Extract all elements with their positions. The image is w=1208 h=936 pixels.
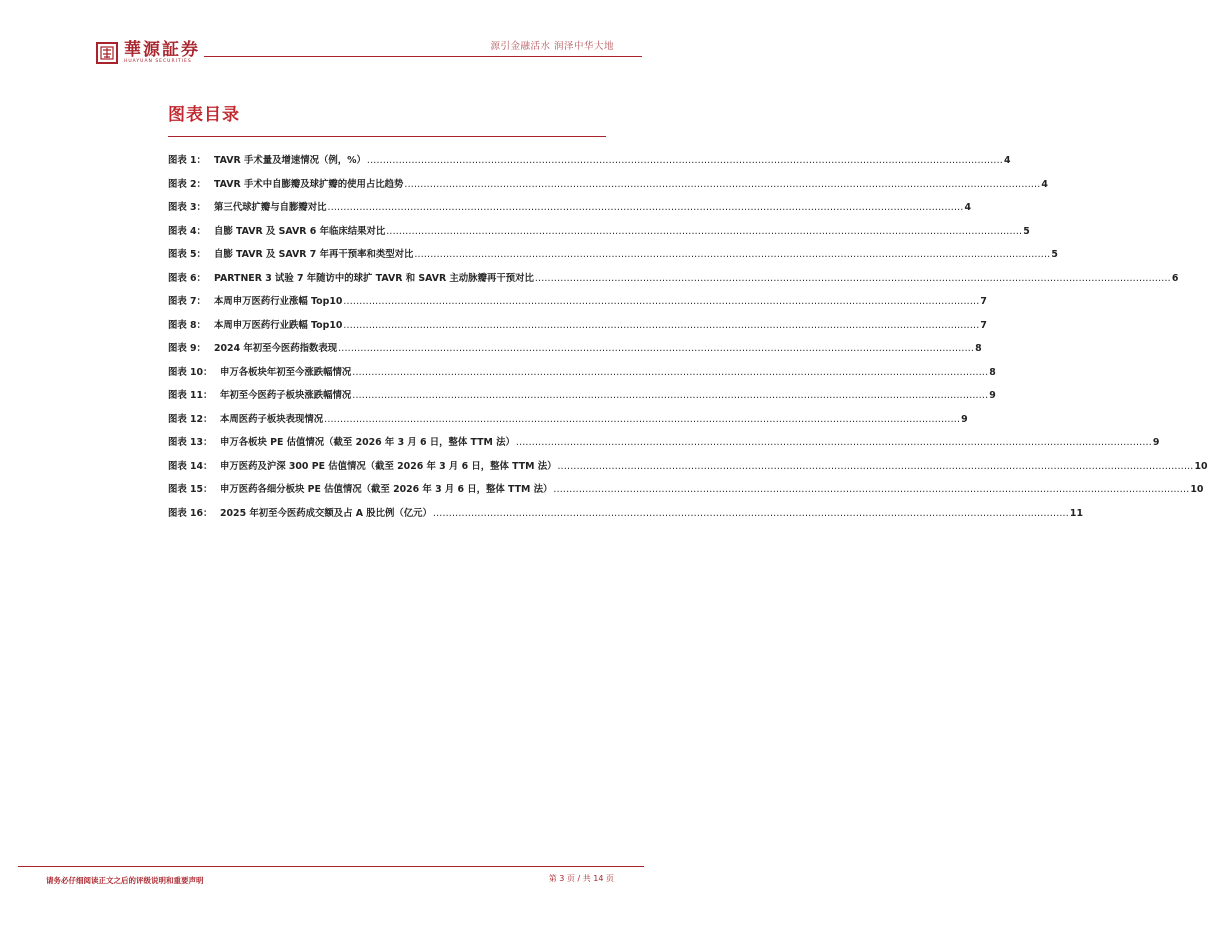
toc-item-text: 年初至今医药子板块涨跌幅情况	[220, 390, 352, 401]
toc-item[interactable]	[168, 364, 996, 388]
toc-item-leader-dots	[367, 155, 1003, 166]
toc-item-page: 9	[1152, 437, 1160, 448]
toc-item-page: 10	[1190, 484, 1204, 495]
toc-item-leader-dots	[553, 484, 1189, 495]
toc-item-label: 图表 8：	[168, 319, 206, 331]
toc-item-label: 图表 15：	[168, 484, 213, 495]
toc-item-label: 图表 3：	[168, 202, 206, 213]
toc-item-text: TAVR 手术中自膨瓣及球扩瓣的使用占比趋势	[214, 178, 404, 190]
toc-item-page: 10	[1194, 460, 1208, 472]
footer-page-number: 第 3 页 / 共 14 页	[548, 874, 614, 883]
toc-item-label: 图表 16：	[168, 507, 213, 519]
toc-list	[168, 152, 1208, 528]
toc-title: 图表目录	[168, 105, 240, 125]
footer-disclaimer: 请务必仔细阅读正文之后的评级说明和重要声明	[46, 876, 204, 885]
toc-item-leader-dots	[557, 461, 1193, 472]
toc-item-page: 7	[980, 319, 987, 331]
toc-title-divider	[168, 136, 606, 137]
toc-item-page: 5	[1051, 249, 1058, 260]
footer-divider	[18, 866, 644, 867]
toc-item-label: 图表 6：	[168, 272, 206, 284]
toc-item-leader-dots	[535, 273, 1171, 284]
toc-item-leader-dots	[352, 390, 988, 401]
header-slogan: 源引金融活水 润泽中华大地	[490, 41, 614, 52]
toc-item[interactable]	[168, 152, 1011, 176]
toc-item-leader-dots	[516, 437, 1152, 448]
header-divider	[204, 56, 642, 57]
toc-item[interactable]	[168, 387, 996, 411]
toc-item-label: 图表 7：	[168, 296, 206, 307]
toc-item-text: 申万各板块年初至今涨跌幅情况	[220, 366, 352, 378]
toc-item-text: 申万医药各细分板块 PE 估值情况（截至 2026 年 3 月 6 日，整体 TTM 法）	[220, 484, 553, 495]
toc-item[interactable]	[168, 270, 1179, 294]
toc-item[interactable]	[168, 317, 987, 341]
toc-item-text: 自膨 TAVR 及 SAVR 6 年临床结果对比	[214, 225, 386, 237]
toc-item-label: 图表 11：	[168, 390, 213, 401]
toc-item-leader-dots	[343, 320, 979, 331]
toc-item-leader-dots	[324, 414, 960, 425]
toc-item-text: 第三代球扩瓣与自膨瓣对比	[214, 202, 327, 213]
toc-item-text: 本周医药子板块表现情况	[220, 413, 324, 425]
toc-item-text: 本周申万医药行业涨幅 Top10	[214, 296, 343, 307]
toc-item-text: 本周申万医药行业跌幅 Top10	[214, 319, 343, 331]
toc-item-label: 图表 14：	[168, 460, 213, 472]
toc-item-leader-dots	[352, 367, 988, 378]
toc-item-leader-dots	[343, 296, 979, 307]
toc-item-page: 9	[961, 413, 968, 425]
toc-item-label: 图表 5：	[168, 249, 206, 260]
toc-item-text: TAVR 手术量及增速情况（例，%）	[214, 155, 366, 166]
toc-item-leader-dots	[386, 226, 1022, 237]
toc-item[interactable]	[168, 223, 1030, 247]
toc-item[interactable]	[168, 411, 968, 435]
toc-item-label: 图表 10：	[168, 366, 213, 378]
page-header	[0, 0, 662, 72]
toc-item-page: 6	[1171, 272, 1179, 284]
toc-item-leader-dots	[328, 202, 964, 213]
logo-seal-icon	[96, 42, 118, 64]
toc-item[interactable]	[168, 293, 987, 317]
toc-item[interactable]	[168, 199, 972, 223]
toc-item-text: 申万各板块 PE 估值情况（截至 2026 年 3 月 6 日，整体 TTM 法）	[220, 437, 515, 448]
toc-item[interactable]	[168, 176, 1048, 200]
toc-item-label: 图表 2：	[168, 178, 206, 190]
toc-item-label: 图表 13：	[168, 437, 213, 448]
toc-item-text: 2025 年初至今医药成交额及占 A 股比例（亿元）	[220, 507, 432, 519]
toc-item-page: 8	[989, 366, 996, 378]
toc-item-leader-dots	[414, 249, 1050, 260]
toc-item-page: 5	[1023, 225, 1030, 237]
toc-item[interactable]	[168, 246, 1058, 270]
toc-item-label: 图表 4：	[168, 225, 206, 237]
toc-item[interactable]	[168, 340, 982, 364]
toc-item-text: 申万医药及沪深 300 PE 估值情况（截至 2026 年 3 月 6 日，整体 TTM 法）	[220, 460, 557, 472]
toc-item-text: 2024 年初至今医药指数表现	[214, 343, 338, 354]
toc-item-leader-dots	[433, 508, 1069, 519]
toc-item-label: 图表 1：	[168, 155, 206, 166]
toc-item-text: PARTNER 3 试验 7 年随访中的球扩 TAVR 和 SAVR 主动脉瓣再干预对比	[214, 272, 534, 284]
toc-item-text: 自膨 TAVR 及 SAVR 7 年再干预率和类型对比	[214, 249, 414, 260]
toc-item-page: 11	[1069, 507, 1083, 519]
company-name-en: HUAYUAN SECURITIES	[124, 59, 192, 64]
toc-item-label: 图表 9：	[168, 343, 206, 354]
toc-item-label: 图表 12：	[168, 413, 213, 425]
company-logo	[96, 38, 200, 68]
toc-item-page: 4	[1041, 178, 1048, 190]
toc-item[interactable]	[168, 505, 1083, 529]
toc-item-page: 4	[964, 202, 972, 213]
toc-item[interactable]	[168, 434, 1160, 458]
toc-item-leader-dots	[338, 343, 974, 354]
toc-item-page: 4	[1003, 155, 1011, 166]
toc-item-leader-dots	[404, 179, 1040, 190]
toc-item-page: 7	[980, 296, 987, 307]
toc-item[interactable]	[168, 458, 1208, 482]
toc-item[interactable]	[168, 481, 1204, 505]
toc-item-page: 8	[975, 343, 982, 354]
company-name: 華源証券	[124, 40, 200, 60]
toc-item-page: 9	[989, 390, 996, 401]
